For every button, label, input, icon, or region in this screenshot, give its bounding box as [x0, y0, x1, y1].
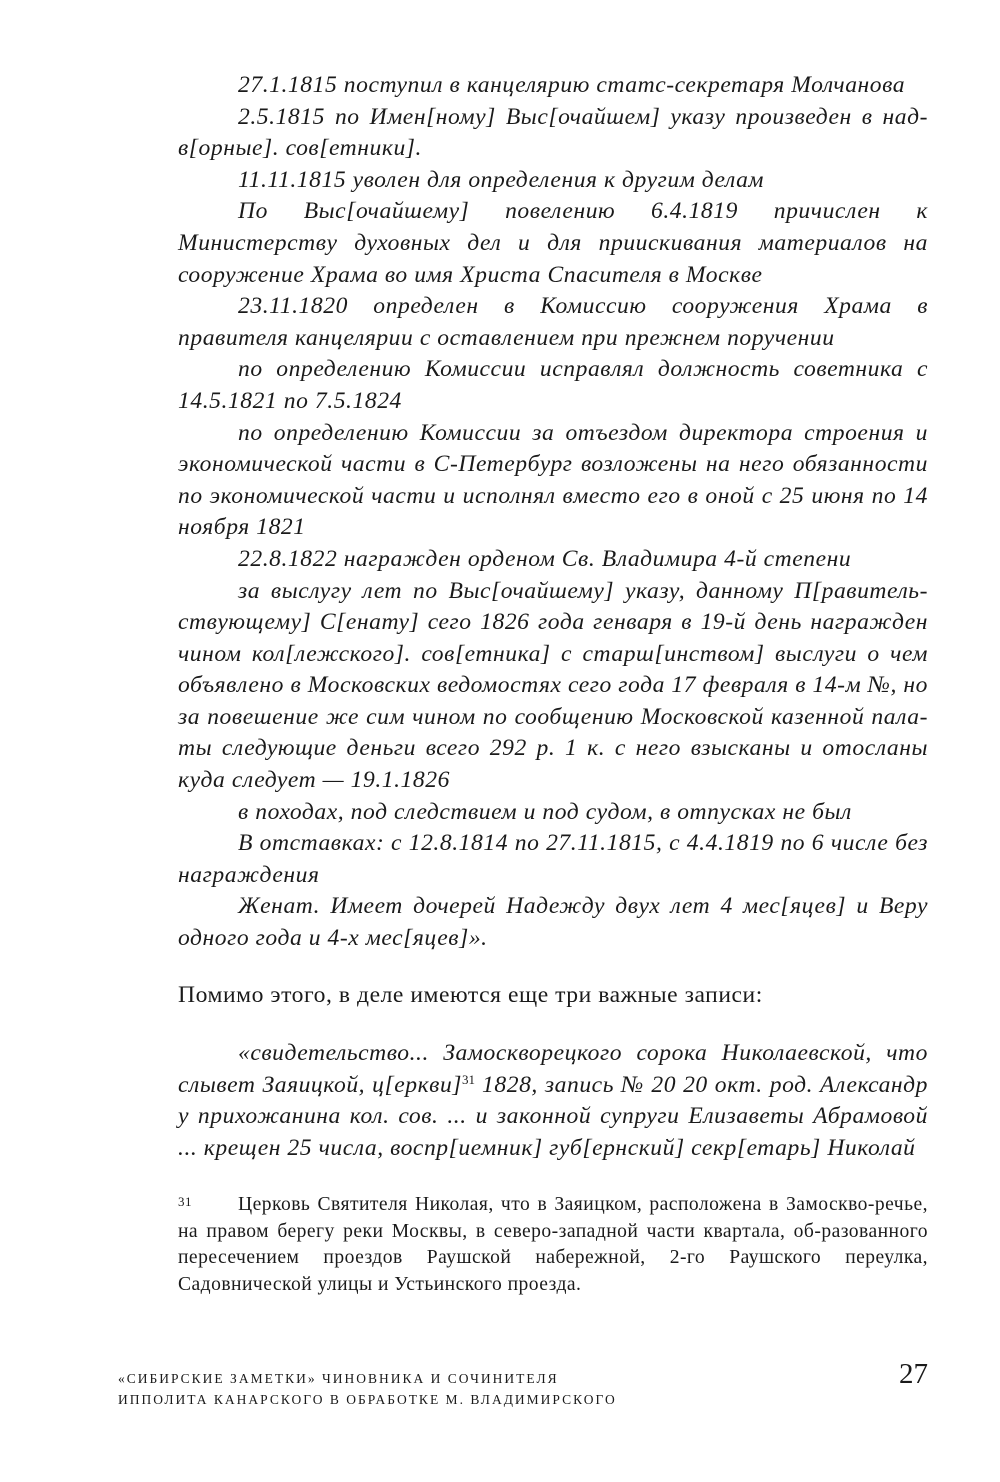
record-entry: по определению Комиссии за отъездом директора строения и экономической части в С-Петербург возложены на него обязанности по экономической части и исполнял вместо его в оной с 25 июня по 14 ноября 1821: [178, 419, 928, 541]
record-entry: 22.8.1822 награжден орденом Св. Владимира 4-й степени: [238, 545, 852, 572]
record-entry: 27.1.1815 поступил в канцелярию статс-секретаря Молчанова: [238, 72, 906, 98]
record-entry: 23.11.1820 определен в Комиссию сооружения Храма в правителя канцелярии с оставлением при прежнем поручении: [178, 293, 928, 351]
record-entry: 11.11.1815 уволен для определения к другим делам: [238, 166, 765, 193]
record-entry: 2.5.1815 по Имен[ному] Выс[очайшем] указу произведен в над-в[орные]. сов[етники].: [178, 103, 928, 162]
running-title-line-2: ИППОЛИТА КАНАРСКОГО В ОБРАБОТКЕ М. ВЛАДИМИРСКОГО: [118, 1392, 617, 1407]
record-entry: за выслугу лет по Выс[очайшему] указу, данному П[равитель-ствующему] С[енату] сего 1826 года генваря в 19-й день награжден чином кол[лежского]. сов[етника] с старш[инством] выслуги о чем объявлено в Московских ведомостях сего года 17 февраля в 14-м №, но за повешение же сим чином по сообщению Московской казенной пала-ты следующие деньги всего 292 р. 1 к. с него взысканы и отосланы куда следует — 19.1.1826: [178, 577, 928, 794]
running-title: [118, 1368, 818, 1410]
record-entry: в походах, под следствием и под судом, в отпусках не был: [238, 798, 852, 825]
record-entry: Женат. Имеет дочерей Надежду двух лет 4 мес[яцев] и Веру одного года и 4-х мес[яцев]».: [178, 893, 928, 952]
record-entry: по определению Комиссии исправлял должность советника с 14.5.1821 по 7.5.1824: [178, 356, 928, 414]
quote-text-part-1: «свидетельство... Замоскворецкого сорока Николаевской, что слывет Заяицкой, ц[еркви]: [178, 1040, 928, 1098]
intro-paragraph: Помимо этого, в деле имеются еще три важные записи:: [178, 982, 763, 1008]
baptism-record-quote: [178, 1038, 928, 1164]
footnote-reference[interactable]: 31: [462, 1071, 476, 1087]
record-entry: В отставках: с 12.8.1814 по 27.11.1815, с 4.4.1819 по 6 числе без награждения: [178, 830, 928, 888]
page-number: 27: [899, 1358, 928, 1390]
record-entry: По Выс[очайшему] повелению 6.4.1819 причислен к Министерству духовных дел и для приискивания материалов на сооружение Храма во имя Христа Спасителя в Москве: [178, 198, 928, 288]
quote-paragraph: [178, 1038, 928, 1164]
service-record-block: [178, 70, 928, 955]
quote-text-part-2: 1828, запись № 20 20 окт. род. Александр у прихожанина кол. сов. ... и законной супруги Елизаветы Абрамовой ... крещен 25 числа, воспр[иемник] губ[ернский] секр[етарь] Николай: [178, 1071, 928, 1161]
footnote-text: Церковь Святителя Николая, что в Заяицком, расположена в Замоскво-речье, на правом берегу реки Москвы, в северо-западной части квартала, об-разованного пересечением проездов Раушской набережной, 2-го Раушского переулка, Садовнической улицы и Устьинского проезда.: [178, 1194, 928, 1295]
footnote: [178, 1192, 928, 1298]
running-title-line-1: «СИБИРСКИЕ ЗАМЕТКИ» ЧИНОВНИКА И СОЧИНИТЕЛЯ: [118, 1371, 559, 1386]
footnote-number: 31: [178, 1194, 192, 1209]
